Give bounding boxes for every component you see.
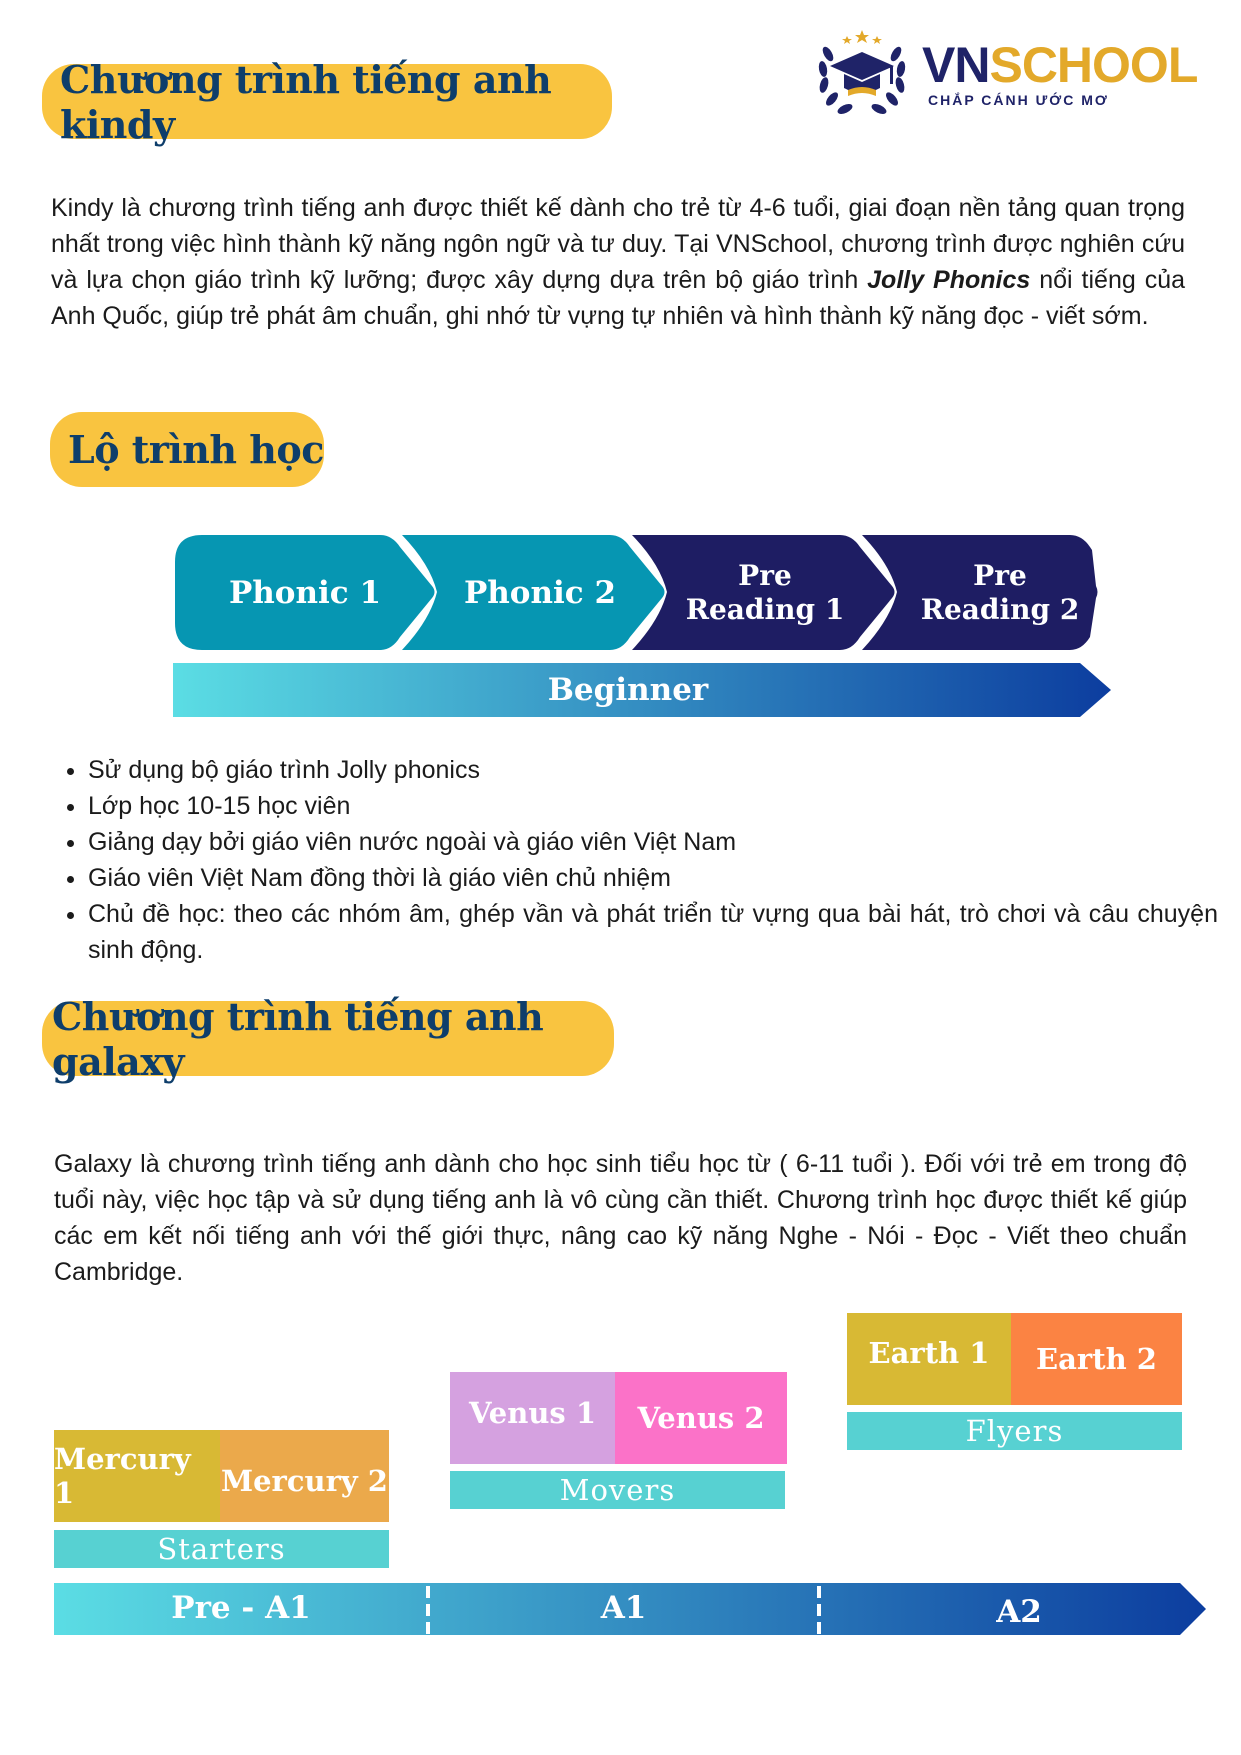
step-label-pre-reading-2: Pre Reading 2 xyxy=(920,558,1080,626)
logo-wordmark-prefix: VN xyxy=(922,37,990,93)
list-item: • Chủ đề học: theo các nhóm âm, ghép vần và phát triển từ vựng qua bài hát, trò chơi và câu chuyện sinh động. xyxy=(88,896,1218,968)
level-flyers: Flyers xyxy=(847,1412,1182,1450)
course-mercury-2: Mercury 2 xyxy=(220,1430,389,1522)
kindy-intro-bold: Jolly Phonics xyxy=(867,266,1031,294)
course-earth-2: Earth 2 xyxy=(1011,1313,1182,1405)
kindy-feature-list xyxy=(52,752,1218,968)
course-venus-2: Venus 2 xyxy=(615,1372,787,1464)
logo-tagline: CHẮP CÁNH ƯỚC MƠ xyxy=(928,92,1109,108)
galaxy-heading-text: Chương trình tiếng anh galaxy xyxy=(52,993,544,1084)
kindy-intro-after: nổi tiếng của Anh Quốc, giúp trẻ phát âm chuẩn, ghi nhớ từ vựng tự nhiên và hình thành kỹ năng đọc - viết sớm. xyxy=(51,266,1185,330)
list-item: • Giảng dạy bởi giáo viên nước ngoài và giáo viên Việt Nam xyxy=(88,824,1218,860)
step-label-pre-reading-1: Pre Reading 1 xyxy=(685,558,845,626)
roadmap-heading xyxy=(50,412,324,487)
list-item: • Lớp học 10-15 học viên xyxy=(88,788,1218,824)
step-label-phonic-1: Phonic 1 xyxy=(228,574,382,611)
roadmap-heading-text: Lộ trình học xyxy=(68,427,324,472)
galaxy-heading xyxy=(42,993,614,1084)
beginner-bar-label: Beginner xyxy=(547,672,709,708)
galaxy-intro: Galaxy là chương trình tiếng anh dành cho học sinh tiểu học từ ( 6-11 tuổi ). Đối với trẻ em trong độ tuổi này, việc học tập và sử dụng tiếng anh là vô cùng cần thiết. Chương trình học được thiết kế giúp các em kết nối tiếng anh với thế giới thực, nâng cao kỹ năng Nghe - Nói - Đọc - Viết theo chuẩn Cambridge. xyxy=(54,1150,1187,1286)
kindy-intro xyxy=(51,190,1185,334)
cefr-label-a1: A1 xyxy=(600,1590,647,1626)
cefr-label-a2: A2 xyxy=(996,1594,1042,1630)
graduation-cap-laurel-icon xyxy=(812,24,912,124)
course-mercury-1: Mercury 1 xyxy=(54,1430,220,1522)
course-venus-1: Venus 1 xyxy=(450,1372,615,1464)
level-starters: Starters xyxy=(54,1530,389,1568)
list-item: • Giáo viên Việt Nam đồng thời là giáo viên chủ nhiệm xyxy=(88,860,1218,896)
kindy-intro-before: Kindy là chương trình tiếng anh được thiết kế dành cho trẻ từ 4-6 tuổi, giai đoạn nền tảng quan trọng nhất trong việc hình thành kỹ năng ngôn ngữ và tư duy. Tại VNSchool, chương trình được nghiên cứu và lựa chọn giáo trình kỹ lưỡng; được xây dựng dựa trên bộ giáo trình xyxy=(51,194,1185,294)
list-item: • Sử dụng bộ giáo trình Jolly phonics xyxy=(88,752,1218,788)
vnschool-logo xyxy=(812,24,1222,124)
kindy-heading-text: Chương trình tiếng anh kindy xyxy=(60,56,552,147)
kindy-heading xyxy=(42,56,612,147)
level-movers: Movers xyxy=(450,1471,785,1509)
step-label-phonic-2: Phonic 2 xyxy=(463,574,617,611)
cefr-label-pre-a1: Pre - A1 xyxy=(171,1590,311,1626)
course-earth-1: Earth 1 xyxy=(847,1313,1011,1405)
logo-wordmark xyxy=(922,36,1197,94)
logo-wordmark-suffix: SCHOOL xyxy=(989,37,1198,93)
